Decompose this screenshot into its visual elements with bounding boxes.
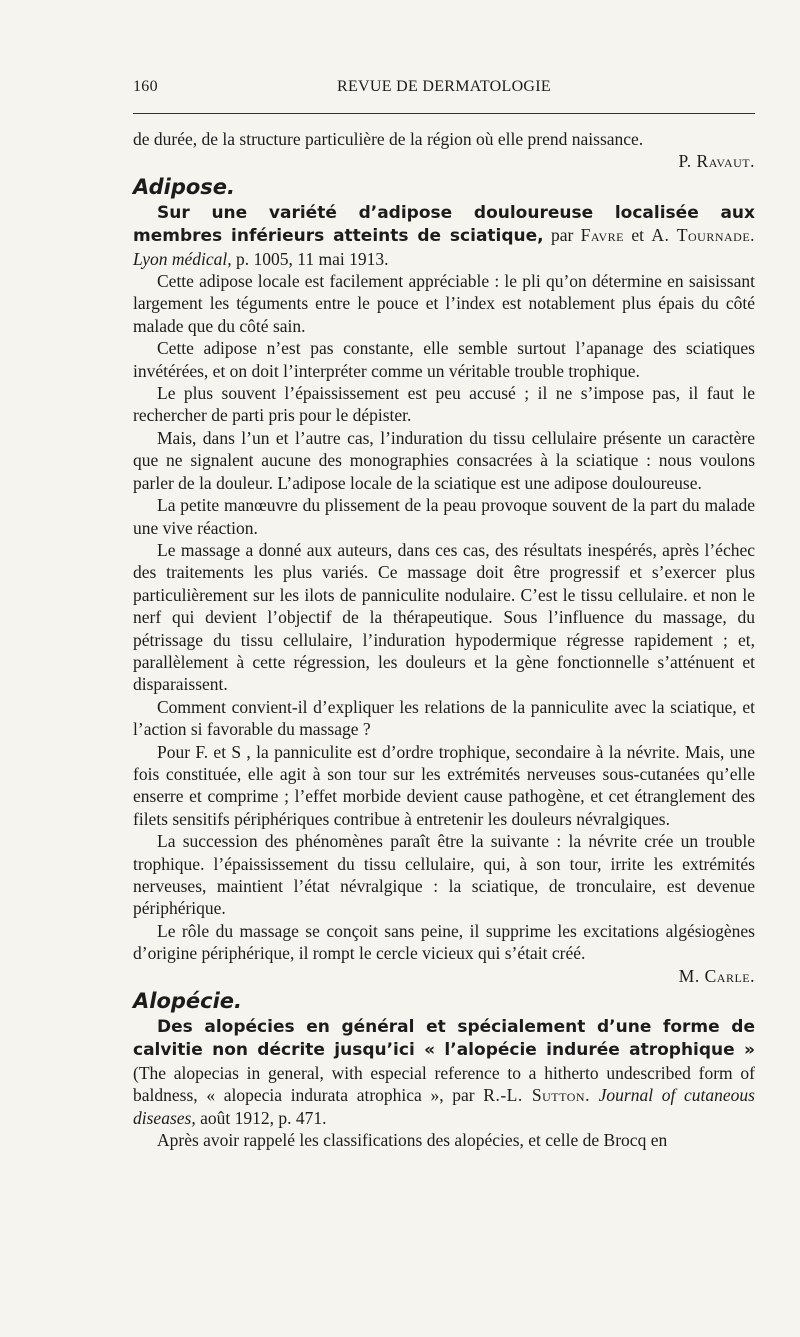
paragraph: Cette adipose locale est facilement appréciable : le pli qu’on détermine en saisissant largement les téguments entre le pouce et l’index est notablement plus épais du côté malade que du côté sain. [133, 271, 755, 336]
paragraph: Cette adipose n’est pas constante, elle semble surtout l’apanage des sciatiques invétérées, et on doit l’interpréter comme un véritable trouble trophique. [133, 338, 755, 381]
article-title: Des alopécies en général et spécialement d’une forme de calvitie non décrite jusqu’ici « l’alopécie indurée atrophique » [133, 1017, 755, 1061]
running-header [133, 78, 755, 102]
page-content [133, 128, 755, 1151]
intro-text: de durée, de la structure particulière de la région où elle prend naissance. [133, 129, 644, 149]
author-name: Favre [580, 225, 625, 246]
article-citation-adipose: Sur une variété d’adipose douloureuse localisée aux membres inférieurs atteints de sciatique, par Favre et A. Tournade. Lyon médical, p. 1005, 11 mai 1913. [133, 202, 756, 269]
header-rule [133, 113, 755, 114]
english-title: (The alopecias in general, with especial reference to a hitherto undescribed form of baldness, « alopecia indurata atrophica », par [133, 1062, 755, 1106]
citation-ref: p. 1005, 11 mai 1913. [236, 248, 389, 269]
citation-ref: août 1912, p. 471. [200, 1107, 327, 1128]
journal-name: Lyon médical, [133, 248, 232, 269]
journal-name: Journal of cutaneous diseases, [133, 1085, 755, 1128]
paragraph: Après avoir rappelé les classifications des alopécies, et celle de Brocq en [157, 1130, 668, 1151]
paragraph: La petite manœuvre du plissement de la peau provoque souvent de la part du malade une vive réaction. [133, 495, 755, 538]
paragraph: La succession des phénomènes paraît être la suivante : la névrite crée un trouble trophique. l’épaississement du tissu cellulaire, qui, à son tour, irrite les extrémités nerveuses, maintient l’état névralgique : la sciatique, de tronculaire, est devenue périphérique. [133, 831, 755, 919]
author-name: A. Tournade. [651, 225, 756, 246]
paragraph: Le plus souvent l’épaississement est peu accusé ; il ne s’impose pas, il faut le rechercher de parti pris pour le dépister. [133, 383, 755, 426]
section-heading-alopecie: Alopécie. [133, 989, 243, 1014]
article-signature: M. Carle. [678, 965, 755, 986]
paragraph: Pour F. et S , la panniculite est d’ordre trophique, secondaire à la névrite. Mais, une fois constituée, elle agit à son tour sur les extrémités nerveuses sous-cutanées qu’elle enserre et comprime ; l’effet morbide devient cause pathogène, et cet étranglement des filets sensitifs périphériques contribue à entretenir les douleurs névralgiques. [133, 741, 755, 829]
section-heading-adipose: Adipose. [133, 174, 236, 199]
intro-signature: P. Ravaut. [678, 151, 755, 172]
page-number: 160 [133, 78, 158, 95]
article-title: Sur une variété d’adipose douloureuse localisée aux membres inférieurs atteints de sciatique, [133, 202, 755, 247]
paragraph: Le massage a donné aux auteurs, dans ces cas, des résultats inespérés, après l’échec des traitements les plus variés. Ce massage doit être progressif et s’exercer plus particulièrement sur les ilots de panniculite nodulaire. C’est le tissu cellulaire. et non le nerf qui devient l’objectif de la thérapeutique. Sous l’influence du massage, du pétrissage du tissu cellulaire, l’induration hypodermique régresse rapidement ; et, parallèlement à cette régression, les douleurs et la gène fonctionnelle s’atténuent et disparaissent. [133, 539, 755, 695]
author-name: R.-L. Sutton. [483, 1085, 590, 1106]
paragraph: Comment convient-il d’expliquer les relations de la panniculite avec la sciatique, et l’action si favorable du massage ? [133, 696, 755, 740]
paragraph: Le rôle du massage se conçoit sans peine, il supprime les excitations algésiogènes d’origine périphérique, il rompt le cercle vicieux qui s’était créé. [133, 920, 755, 964]
article-citation-alopecie [133, 1015, 755, 1129]
paragraph: Mais, dans l’un et l’autre cas, l’induration du tissu cellulaire présente un caractère que ne signalent aucune des monographies consacrées à la sciatique : nous voulons parler de la douleur. L’adipose locale de la sciatique est une adipose douloureuse. [133, 427, 755, 493]
running-title: REVUE DE DERMATOLOGIE [337, 78, 551, 95]
